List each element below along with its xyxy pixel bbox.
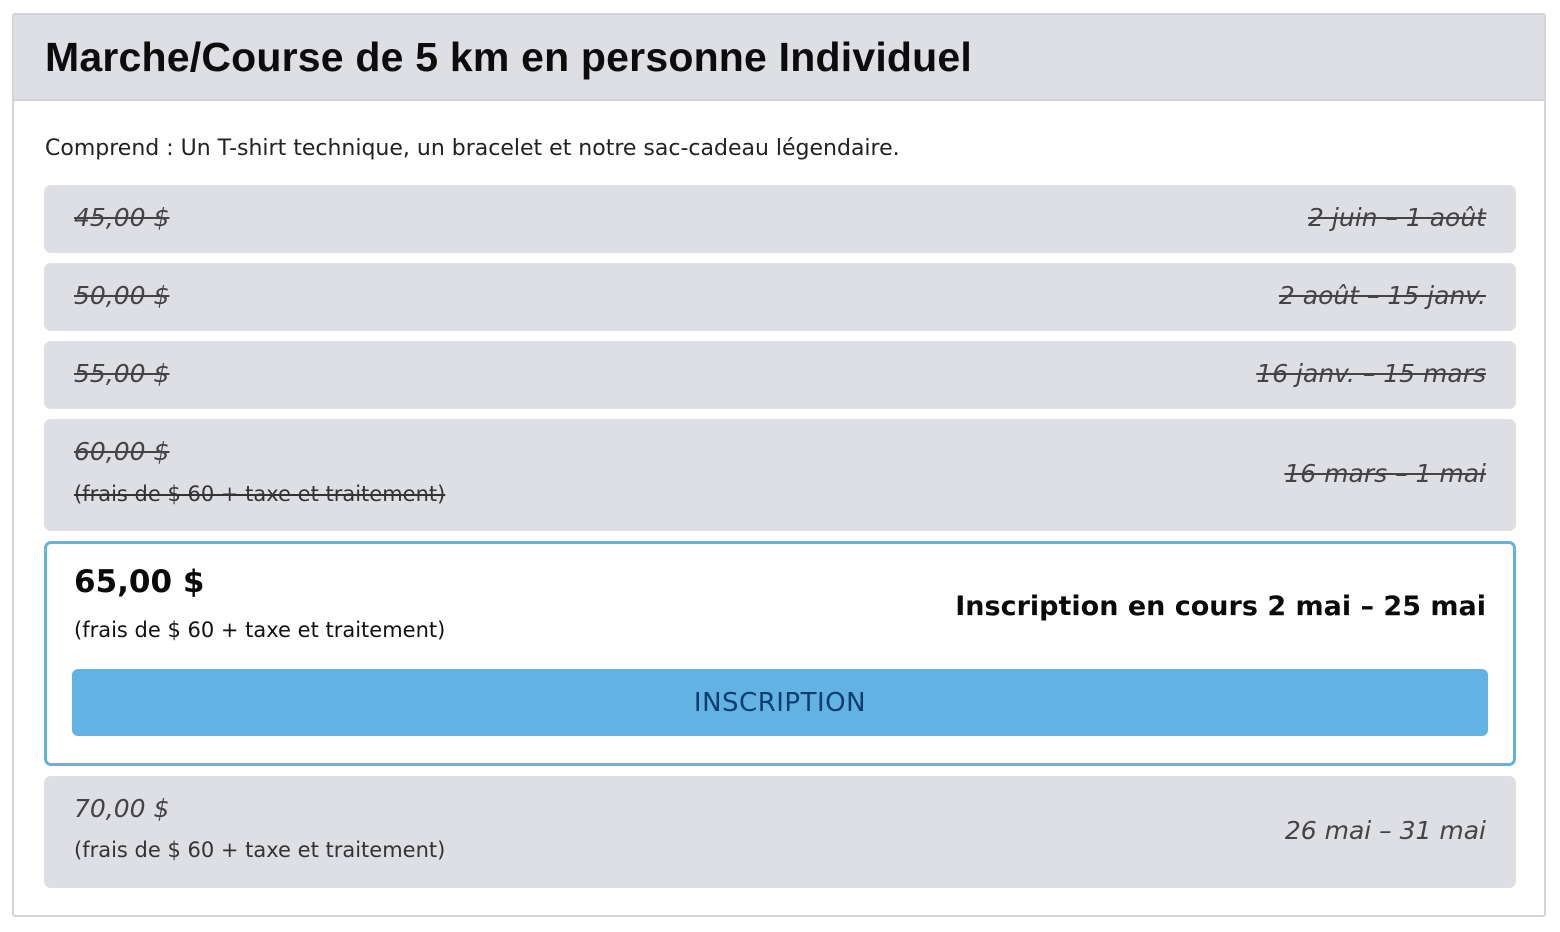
price-tier-upcoming [44, 776, 1516, 888]
price-tier-past [44, 419, 1516, 531]
price-tier-past [44, 263, 1516, 331]
tier-price: 70,00 $ [74, 794, 170, 823]
tier-price: 65,00 $ [74, 564, 205, 600]
tier-price: 55,00 $ [74, 359, 170, 388]
tier-dates: 2 août – 15 janv. [1278, 281, 1486, 310]
price-tier-past [44, 185, 1516, 253]
tier-price: 45,00 $ [74, 203, 170, 232]
tier-price: 50,00 $ [74, 281, 170, 310]
registration-open-dates: Inscription en cours 2 mai – 25 mai [955, 591, 1486, 622]
tier-price: 60,00 $ [74, 437, 170, 466]
registration-card [12, 13, 1546, 917]
price-tier-past [44, 341, 1516, 409]
tier-fee-note: (frais de $ 60 + taxe et traitement) [74, 618, 446, 642]
tier-fee-note: (frais de $ 60 + taxe et traitement) [74, 482, 446, 506]
price-tier-current [44, 541, 1516, 766]
tier-dates: 16 mars – 1 mai [1284, 459, 1486, 488]
tier-fee-note: (frais de $ 60 + taxe et traitement) [74, 838, 446, 862]
card-header [14, 15, 1544, 101]
tier-dates: 26 mai – 31 mai [1284, 816, 1486, 845]
event-description: Comprend : Un T-shirt technique, un bracelet et notre sac-cadeau légendaire. [45, 136, 900, 161]
register-button[interactable]: INSCRIPTION [72, 669, 1488, 736]
tier-dates: 2 juin – 1 août [1308, 203, 1486, 232]
tier-dates: 16 janv. – 15 mars [1256, 359, 1486, 388]
event-title: Marche/Course de 5 km en personne Individuel [45, 33, 972, 80]
